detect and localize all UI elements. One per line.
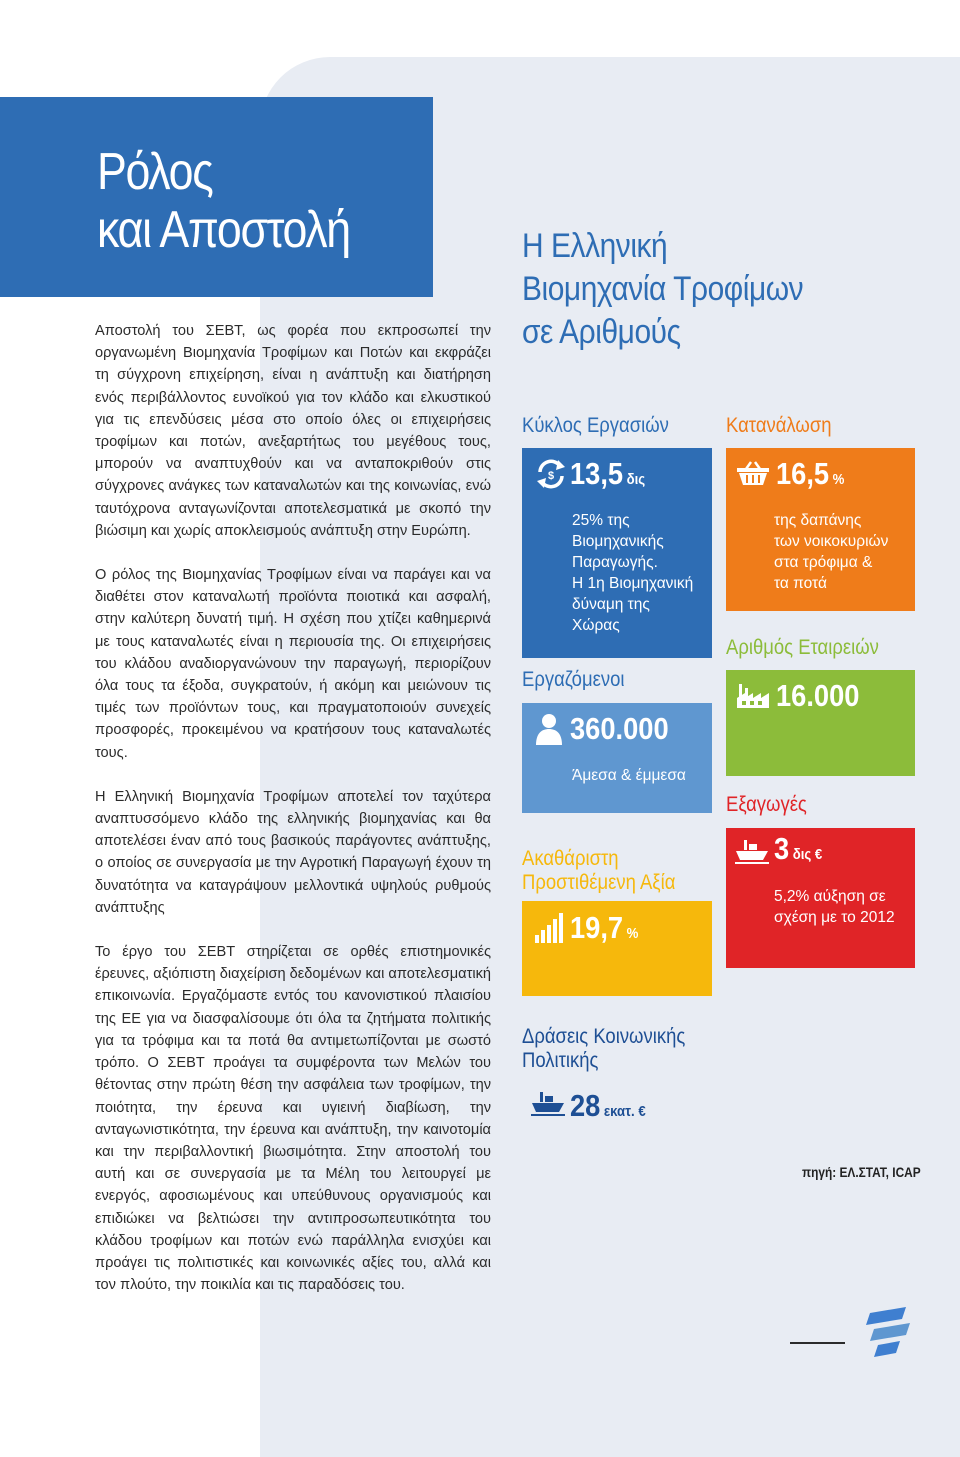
paragraph: Ο ρόλος της Βιομηχανίας Τροφίμων είναι να παράγει και να διαθέτει στον καταναλωτή προϊόντα ποιοτικά και ασφαλή, στην καλύτερη δυνατή τιμή. Η σχέση που χτίζει καθημερινά με τους καταναλωτές είναι η περιουσία της. Οι επιχειρήσεις του κλάδου αναδιοργανώνουν την παραγωγή, περιορίζουν όλα τους τα έξοδα, συγκρατούν, ή ακόμη και μειώνουν τις τιμές των προϊόντων τους, και πραγματοποιούν συνεχείς προσφορές, προκειμένου να κρατήσουν τους καταναλωτές τους. [95,567,491,761]
gva-number: 19,7 [570,910,624,945]
csr-label-line: Πολιτικής [522,1049,599,1072]
turnover-unit: δις [626,471,646,488]
exports-unit: δις € [792,846,823,863]
paragraph: Το έργο του ΣΕΒΤ στηρίζεται σε ορθές επιστημονικές έρευνες, αξιόπιστη διαχείριση δεδομένων και αποτελεσματική επικοινωνία. Εργαζόμαστε εντός του κανονιστικού πλαισίου της ΕΕ για να διασφαλίσουμε ότι όλα τα ζητήματα πολιτικής για τα τρόφιμα και τα ποτά θα αντιμετωπίζονται με σωστό τρόπο. Ο ΣΕΒΤ προάγει τα συμφέροντα των Μελών του θέτοντας στην πρώτη θέση την ασφάλεια των τροφίμων, την ποιότητα, την έρευνα και υγιεινή διαβίωση, την ανταγωνιστικότητα, την έρευνα και ανάπτυξη, την καινοτομία και την περιβαλλοντική βιωσιμότητα. Στην αποστολή του αυτή και σε συνεργασία με τα Μέλη του λειτουργεί με ενεργός, αφοσιωμένους και υπεύθυνους οργανισμούς και επιδιώκει να βελτιώσει την αντιπροσωπευτικότητα του κλάδου τροφίμων και ποτών ενώ παράλληλα ενισχύει και προάγει τις πολιτιστικές και κοινωνικές αξίες του, αλλά και τον πλούτο, την ποικιλία και τις παραδόσεις του. [95,944,491,1294]
desc-line: των νοικοκυριών [774,533,889,550]
companies-value: 16.000 [776,678,860,713]
desc-line: δύναμη της [572,596,650,613]
person-icon [534,713,564,745]
desc-line: της δαπάνης [774,512,862,529]
page-title-line2: και Αποστολή [97,201,350,259]
paragraph: Η Ελληνική Βιομηχανία Τροφίμων αποτελεί τον ταχύτερα αναπτυσσόμενο κλάδο της ελληνικής βιομηχανίας και θα αποτελέσει έναν από τους βασικούς παράγοντες ανάπτυξης, ο οποίος σε συνεργασία με την Αγροτική Παραγωγή έχουν τη δυνατότητα να καταγράψουν μελλοντικά υψηλούς ρυθμούς ανάπτυξης [95,788,491,916]
exports-label: Εξαγωγές [726,793,807,816]
basket-icon [736,460,770,486]
exports-value [774,832,822,872]
consumption-description [774,510,888,594]
desc-line: Η 1η Βιομηχανική [572,575,694,592]
bar-chart-icon [534,913,564,943]
csr-value [570,1089,646,1129]
csr-number: 28 [570,1088,601,1123]
gva-label [522,847,675,895]
consumption-label: Κατανάλωση [726,414,832,437]
numbers-title-line: Η Ελληνική [522,227,668,265]
exports-number: 3 [774,831,790,866]
desc-line: Χώρας [572,617,620,634]
numbers-title-line: Βιομηχανία Τροφίμων [522,270,804,308]
desc-line: σχέση με το 2012 [774,909,895,926]
page-title-line1: Ρόλος [97,143,213,201]
turnover-number: 13,5 [570,456,624,491]
companies-box [726,670,915,776]
numbers-title-line: σε Αριθμούς [522,313,681,351]
svg-text:$: $ [547,470,555,482]
gva-value [570,911,638,951]
csr-box [522,1080,712,1140]
sevt-logo-icon [860,1305,920,1365]
ship-icon [734,838,770,864]
exports-box [726,828,915,968]
title-block [0,97,433,297]
exports-description [774,886,895,928]
consumption-number: 16,5 [776,456,830,491]
desc-line: 5,2% αύξηση σε [774,888,886,905]
gva-label-line: Ακαθάριστη [522,847,619,870]
paragraph: Αποστολή του ΣΕΒΤ, ως φορέα που εκπροσωπεί την οργανωμένη Βιομηχανία Τροφίμων και Ποτών και εκφράζει τη σύγχρονη επιχείρηση, είναι η ανάπτυξη και διατήρηση ενός περιβάλλοντος ευνοϊκού για τον κλάδο και ελκυστικού για τις επενδύσεις μέσα στο οποίο όλες οι επιχειρήσεις τροφίμων και ποτών, ανεξαρτήτως του μεγέθους τους, μπορούν να αναπτυχθούν και να ανταποκριθούν στις σύγχρονες ανάγκες των καταναλωτών και της κοινωνίας, ενώ ταυτόχρονα ανταγωνίζονται αποτελεσματικά με σκοπό την βιώσιμη και χωρίς αποκλεισμούς ανάπτυξη στην Ευρώπη. [95,323,491,539]
desc-line: τα ποτά [774,575,827,592]
gva-label-line: Προστιθέμενη Αξία [522,871,676,894]
employees-value: 360.000 [570,711,669,746]
source-note: πηγή: ΕΛ.ΣΤΑΤ, ICAP [802,1165,921,1180]
turnover-box [522,448,712,658]
turnover-label: Κύκλος Εργασιών [522,414,669,437]
csr-unit: εκατ. € [603,1103,646,1120]
desc-line: στα τρόφιμα & [774,554,873,571]
divider [790,1342,845,1344]
desc-line: Παραγωγής. [572,554,658,571]
csr-label [522,1025,685,1073]
ship-icon [530,1090,566,1116]
csr-label-line: Δράσεις Κοινωνικής [522,1025,686,1048]
turnover-value [570,457,645,497]
consumption-value [776,457,844,497]
desc-line: Βιομηχανικής [572,533,664,550]
companies-label: Αριθμός Εταιρειών [726,636,879,659]
desc-line: 25% της [572,512,630,529]
gva-unit: % [626,925,639,942]
employees-label: Εργαζόμενοι [522,668,625,691]
consumption-box [726,448,915,611]
cycle-money-icon [534,458,568,490]
body-text [95,320,491,1318]
gva-box [522,901,712,996]
numbers-title [522,225,803,354]
employees-description: Άμεσα & έμμεσα [572,767,686,784]
factory-icon [736,682,770,708]
turnover-description [572,510,693,636]
employees-box [522,703,712,813]
consumption-unit: % [832,471,845,488]
